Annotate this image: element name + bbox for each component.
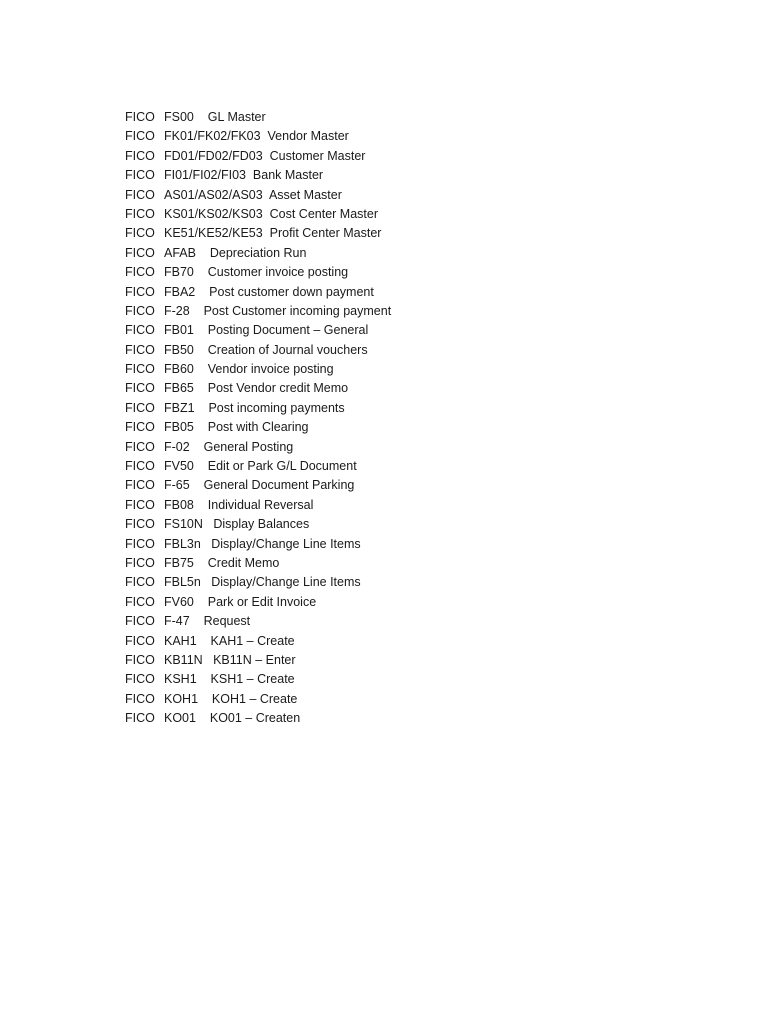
module-label: FICO [125, 381, 155, 396]
module-label: FICO [125, 342, 155, 357]
module-label: FICO [125, 614, 155, 629]
list-item [125, 147, 391, 166]
list-item [125, 457, 391, 476]
module-label: FICO [125, 323, 155, 338]
list-item [125, 573, 391, 592]
module-label: FICO [125, 284, 155, 299]
tcode-entry: FV60 Park or Edit Invoice [164, 594, 317, 609]
tcode-entry: FV50 Edit or Park G/L Document [164, 459, 357, 474]
module-label: FICO [125, 517, 155, 532]
tcode-entry: FBL5n Display/Change Line Items [164, 575, 361, 590]
tcode-entry: KSH1 KSH1 – Create [164, 672, 295, 687]
list-item [125, 224, 391, 243]
tcode-entry: KAH1 KAH1 – Create [164, 633, 295, 648]
module-label: FICO [125, 148, 155, 163]
module-label: FICO [125, 536, 155, 551]
module-label: FICO [125, 303, 155, 318]
module-label: FICO [125, 555, 155, 570]
list-item [125, 399, 391, 418]
module-label: FICO [125, 110, 155, 124]
list-item [125, 593, 391, 612]
tcode-entry: KS01/KS02/KS03 Cost Center Master [164, 206, 378, 221]
tcode-entry: FK01/FK02/FK03 Vendor Master [164, 129, 349, 144]
tcode-entry: FS10N Display Balances [164, 517, 310, 532]
list-item [125, 302, 391, 321]
tcode-entry: FBZ1 Post incoming payments [164, 400, 345, 415]
list-item [125, 341, 391, 360]
tcode-entry: F-28 Post Customer incoming payment [164, 303, 392, 318]
module-label: FICO [125, 439, 155, 454]
module-label: FICO [125, 652, 155, 667]
module-label: FICO [125, 245, 155, 260]
list-item [125, 515, 391, 534]
list-item [125, 709, 391, 728]
tcode-entry: F-02 General Posting [164, 439, 294, 454]
list-item [125, 379, 391, 398]
module-label: FICO [125, 362, 155, 377]
tcode-entry: FB50 Creation of Journal vouchers [164, 342, 368, 357]
module-label: FICO [125, 206, 155, 221]
list-item [125, 632, 391, 651]
list-item [125, 283, 391, 302]
tcode-entry: FS00 GL Master [164, 110, 266, 124]
module-label: FICO [125, 575, 155, 590]
module-label: FICO [125, 691, 155, 706]
tcode-entry: KO01 KO01 – Createn [164, 711, 301, 726]
list-item [125, 554, 391, 573]
module-label: FICO [125, 187, 155, 202]
module-label: FICO [125, 478, 155, 493]
list-item [125, 496, 391, 515]
tcode-entry: FB70 Customer invoice posting [164, 265, 349, 280]
list-item [125, 476, 391, 495]
list-item [125, 651, 391, 670]
module-label: FICO [125, 226, 155, 241]
tcode-entry: FB60 Vendor invoice posting [164, 362, 334, 377]
list-item [125, 127, 391, 146]
tcode-entry: AS01/AS02/AS03 Asset Master [164, 187, 342, 202]
list-item [125, 690, 391, 709]
module-label: FICO [125, 594, 155, 609]
tcode-entry: F-65 General Document Parking [164, 478, 355, 493]
module-label: FICO [125, 459, 155, 474]
tcode-entry: FBA2 Post customer down payment [164, 284, 374, 299]
tcode-entry: FB05 Post with Clearing [164, 420, 309, 435]
list-item [125, 418, 391, 437]
tcode-entry: FB75 Credit Memo [164, 555, 280, 570]
module-label: FICO [125, 400, 155, 415]
list-item [125, 205, 391, 224]
list-item [125, 321, 391, 340]
tcode-entry: FBL3n Display/Change Line Items [164, 536, 361, 551]
list-item [125, 108, 391, 127]
tcode-entry: KE51/KE52/KE53 Profit Center Master [164, 226, 382, 241]
list-item [125, 244, 391, 263]
module-label: FICO [125, 265, 155, 280]
list-item [125, 186, 391, 205]
tcode-entry: F-47 Request [164, 614, 251, 629]
list-item [125, 670, 391, 689]
tcode-entry: AFAB Depreciation Run [164, 245, 307, 260]
list-item [125, 166, 391, 185]
tcode-entry: FB65 Post Vendor credit Memo [164, 381, 349, 396]
tcode-entry: KOH1 KOH1 – Create [164, 691, 298, 706]
module-label: FICO [125, 129, 155, 144]
module-label: FICO [125, 672, 155, 687]
list-item [125, 612, 391, 631]
tcode-entry: FD01/FD02/FD03 Customer Master [164, 148, 366, 163]
list-item [125, 263, 391, 282]
list-item [125, 360, 391, 379]
list-item [125, 535, 391, 554]
module-label: FICO [125, 711, 155, 726]
tcode-entry: FB08 Individual Reversal [164, 497, 314, 512]
module-label: FICO [125, 420, 155, 435]
tcode-list [125, 108, 391, 729]
module-label: FICO [125, 497, 155, 512]
list-item [125, 438, 391, 457]
tcode-entry: FI01/FI02/FI03 Bank Master [164, 168, 324, 183]
module-label: FICO [125, 633, 155, 648]
module-label: FICO [125, 168, 155, 183]
tcode-entry: KB11N KB11N – Enter [164, 652, 296, 667]
tcode-entry: FB01 Posting Document – General [164, 323, 369, 338]
